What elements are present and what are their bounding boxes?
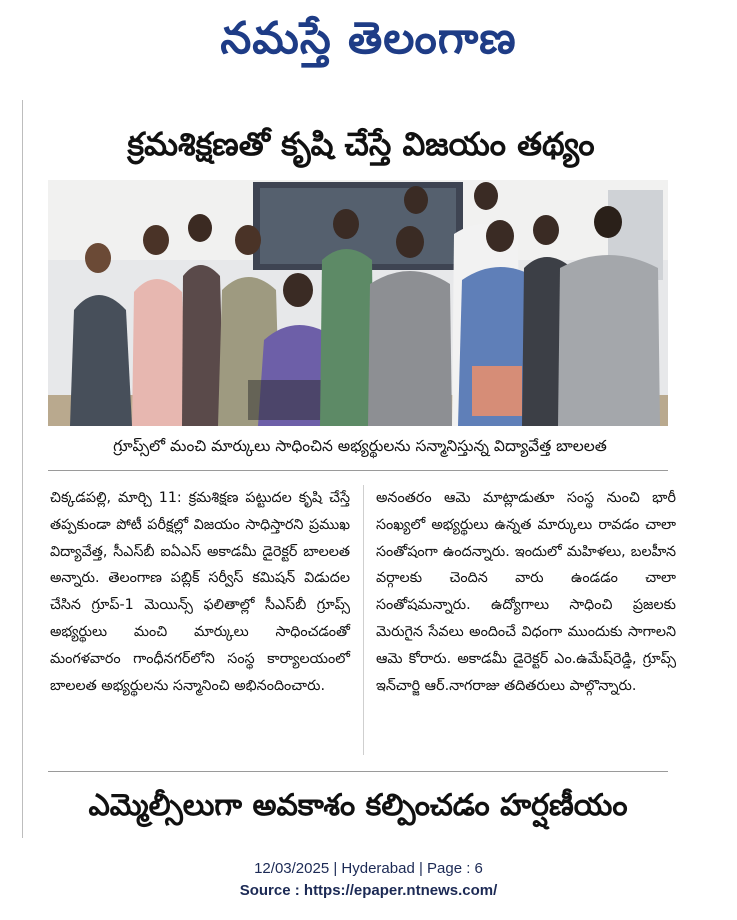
article-column-left: చిక్కడపల్లి, మార్చి 11: క్రమశిక్షణ పట్టుదల కృషి చేస్తే తప్పకుండా పోటీ పరీక్షల్లో విజయం సాధిస్తారని ప్రముఖ విద్యావేత్త, సీఎస్‌బీ ఐఏఎస్ అకాడమీ డైరెక్టర్ బాలలత అన్నారు. తెలంగాణ పబ్లిక్ సర్వీస్ కమిషన్ విడుదల చేసిన గ్రూప్-1 మెయిన్స్ ఫలితాల్లో సీఎస్‌బీ గ్రూప్స్ అభ్యర్థులు మంచి మార్కులు సాధించడంతో మంగళవారం గాంధీనగర్‌లోని సంస్థ కార్యాలయంలో బాలలత అభ్యర్థులను సన్మానించి అభినందించారు. [50,490,350,694]
news-photo [48,180,668,426]
article-headline: క్రమశిక్షణతో కృషి చేస్తే విజయం తథ్యం [127,125,595,163]
footer-source-link[interactable]: Source : https://epaper.ntnews.com/ [239,882,498,899]
article-end-divider [48,771,668,772]
photo-caption: గ్రూప్స్‌లో మంచి మార్కులు సాధించిన అభ్యర్థులను సన్మానిస్తున్న విద్యావేత్త బాలలత [113,437,607,455]
caption-divider [48,470,668,471]
next-article-headline: ఎమ్మెల్సీలుగా అవకాశం కల్పించడం హర్షణీయం [88,788,628,823]
footer-dateline: 12/03/2025 | Hyderabad | Page : 6 [254,860,483,877]
column-divider [363,485,364,755]
page-margin-rule [22,100,23,838]
article-column-right: అనంతరం ఆమె మాట్లాడుతూ సంస్థ నుంచి భారీ సంఖ్యలో అభ్యర్థులు ఉన్నత మార్కులు రావడం చాలా సంతోషంగా ఉందన్నారు. ఇందులో మహిళలు, బలహీన వర్గాలకు చెందిన వారు ఉండడం చాలా సంతోషమన్నారు. ఉద్యోగాలు సాధించి ప్రజలకు మెరుగైన సేవలు అందించే విధంగా ముందుకు సాగాలని ఆమె కోరారు. అకాడమీ డైరెక్టర్ ఎం.ఉమేష్‌రెడ్డి, గ్రూప్స్ ఇన్‌చార్జి ఆర్.నాగరాజు తదితరులు పాల్గొన్నారు. [376,490,676,694]
newspaper-masthead: నమస్తే తెలంగాణ [220,13,517,64]
